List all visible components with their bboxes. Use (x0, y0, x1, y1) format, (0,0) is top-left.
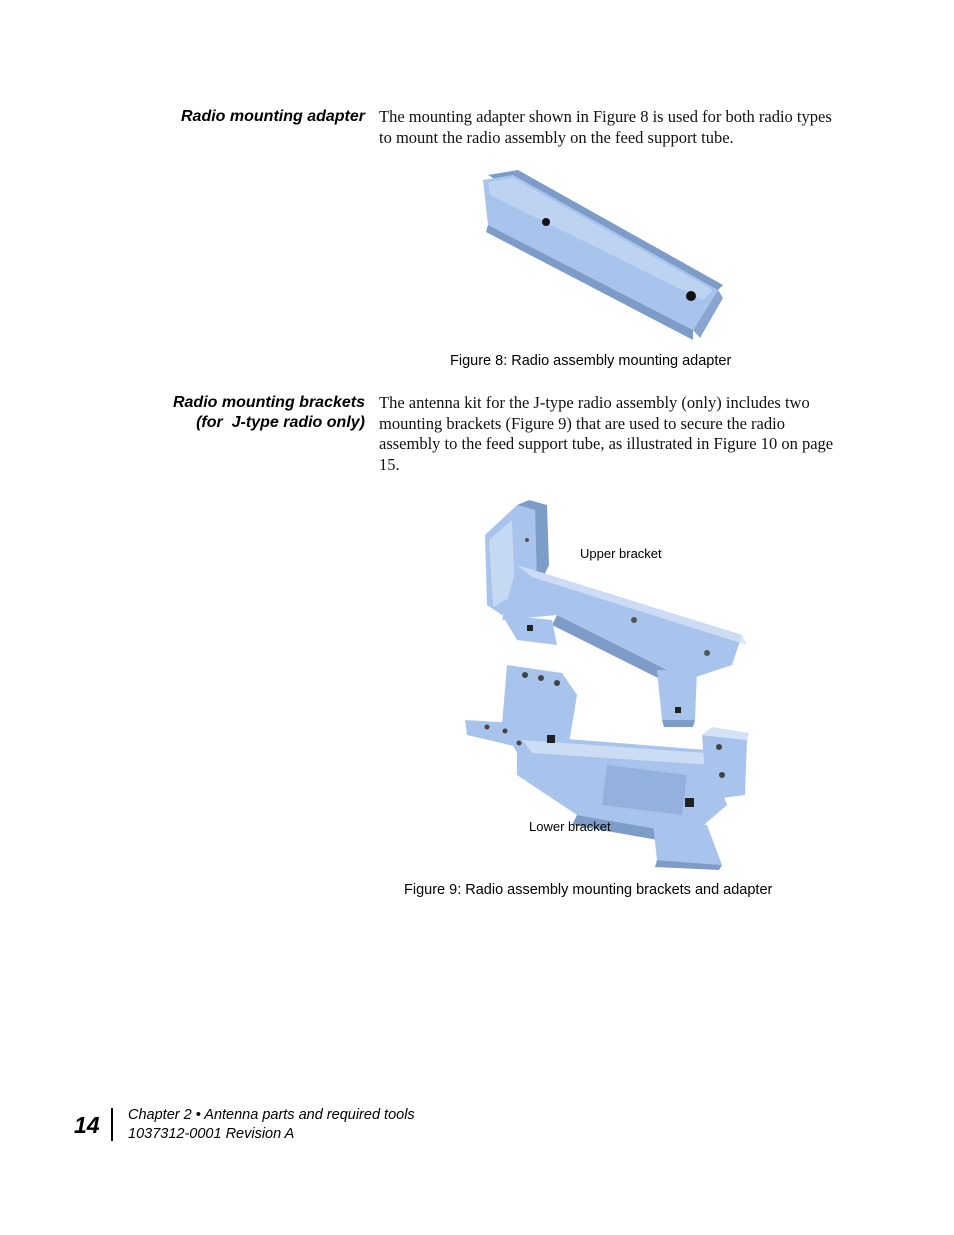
page-number: 14 (74, 1112, 100, 1138)
footer-divider (111, 1108, 113, 1141)
lower-bracket-shape (465, 665, 749, 870)
footer-chapter: Chapter 2 • Antenna parts and required tools (128, 1107, 415, 1123)
section-body-mounting-brackets: The antenna kit for the J-type radio assembly (only) includes two mounting brackets (Figure 9) that are used to secure the radio assembly to the feed support tube, as illustrated in Figure 10 on page 15. (379, 393, 834, 474)
upper-bracket-label: Upper bracket (580, 546, 662, 561)
section-heading-mounting-adapter: Radio mounting adapter (181, 108, 365, 125)
lower-bracket-label: Lower bracket (529, 819, 611, 834)
section-heading-mounting-brackets: Radio mounting brackets (172, 394, 365, 411)
figure-9-caption: Figure 9: Radio assembly mounting brackets and adapter (404, 882, 773, 898)
footer-revision: 1037312-0001 Revision A (128, 1126, 295, 1142)
mounting-adapter-image (478, 170, 728, 345)
section-heading-mounting-brackets-sub: (for J-type radio only) (196, 414, 365, 431)
section-body-mounting-adapter: The mounting adapter shown in Figure 8 is used for both radio types to mount the radio assembly on the feed support tube. (379, 107, 832, 147)
figure-8-caption: Figure 8: Radio assembly mounting adapter (450, 353, 732, 369)
